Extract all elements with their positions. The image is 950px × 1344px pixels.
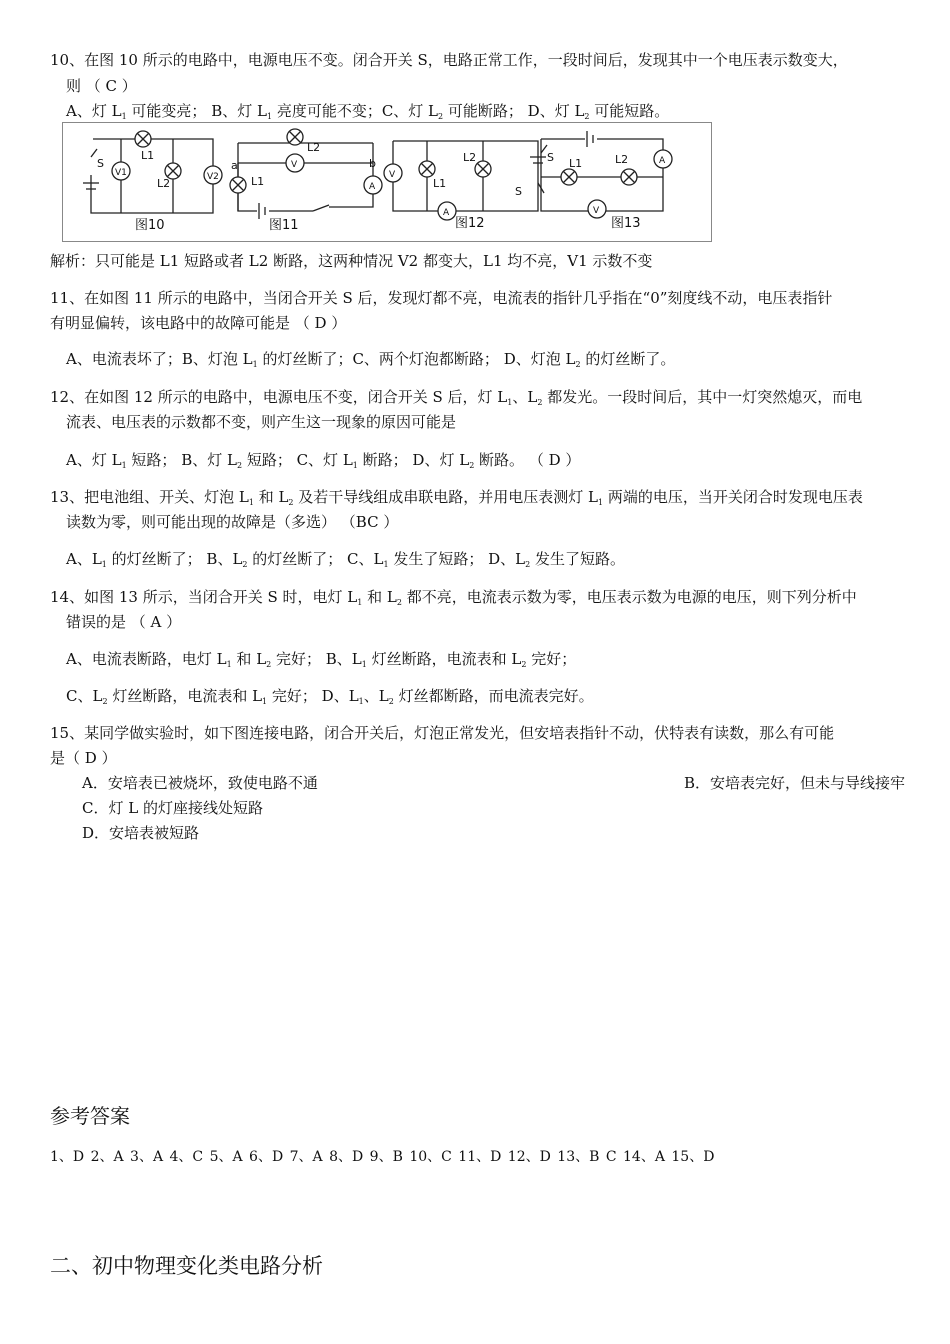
q14-line1: 14、如图 13 所示，当闭合开关 S 时，电灯 $L_1$ 和 $L_2$ 都不亮，电流表示数为零，电压表示数为电源的电压，则下列分析中 [50, 588, 857, 607]
q14-line2: 错误的是 （ A ） [66, 613, 182, 631]
fig11-label-v: V [291, 160, 298, 170]
fig13-label-a-meter: A [659, 156, 666, 166]
circuit-figures [62, 122, 712, 242]
q12-line2: 流表、电压表的示数都不变，则产生这一现象的原因可能是 [66, 413, 457, 431]
fig10-label-l1: L1 [141, 149, 155, 162]
fig10-label-l2: L2 [157, 177, 171, 190]
q10-line1: 10、在图 10 所示的电路中，电源电压不变。闭合开关 S，电路正常工作，一段时间后，发现其中一个电压表示数变大， [50, 51, 848, 69]
figure-11-circuit [230, 129, 382, 219]
q14-options-ab: A、电流表断路，电灯 $L_1$ 和 $L_2$ 完好； B、$L_1$ 灯丝断路，电流表和 $L_2$ 完好； [66, 650, 577, 669]
q11-line1: 11、在如图 11 所示的电路中，当闭合开关 S 后，发现灯都不亮，电流表的指针几乎指在“0”刻度线不动，电压表指针 [50, 289, 833, 307]
fig11-caption: 图11 [269, 218, 299, 233]
fig13-label-s: S [547, 151, 554, 164]
q14-options-cd: C、$L_2$ 灯丝断路，电流表和 $L_1$ 完好； D、$L_1$、$L_2$ 灯丝都断路，而电流表完好。 [66, 687, 594, 706]
q12-options: A、灯 $L_1$ 短路； B、灯 $L_2$ 短路； C、灯 $L_1$ 断路； D、灯 $L_2$ 断路。 （ D ） [66, 451, 581, 470]
fig12-label-l1: L1 [433, 177, 447, 190]
q12-line1: 12、在如图 12 所示的电路中，电源电压不变，闭合开关 S 后，灯 $L_1$、$L_2$ 都发光。一段时间后，其中一灯突然熄灭，而电 [50, 388, 863, 407]
section-title: 二、初中物理变化类电路分析 [50, 1254, 323, 1278]
q15-option-d: D．安培表被短路 [82, 824, 200, 842]
analysis-text: 解析：只可能是 L1 短路或者 L2 断路，这两种情况 V2 都变大，L1 均不亮，V1 示数不变 [50, 252, 653, 270]
q15-option-c: C．灯 L 的灯座接线处短路 [82, 799, 263, 817]
q11-line2: 有明显偏转，该电路中的故障可能是 （ D ） [50, 314, 347, 332]
q10-options: A、灯 $L_1$ 可能变亮； B、灯 $L_1$ 亮度可能不变；C、灯 $L_2$ 可能断路； D、灯 $L_2$ 可能短路。 [66, 102, 670, 121]
fig10-label-s: S [97, 157, 104, 170]
q13-options: A、$L_1$ 的灯丝断了； B、$L_2$ 的灯丝断了； C、$L_1$ 发生了短路； D、$L_2$ 发生了短路。 [66, 550, 625, 569]
fig13-caption: 图13 [611, 216, 641, 231]
q15-option-a: A．安培表已被烧坏，致使电路不通 [82, 774, 318, 792]
fig13-label-l2: L2 [615, 153, 629, 166]
fig12-label-v: V [389, 170, 396, 180]
answers-list: 1、D 2、A 3、A 4、C 5、A 6、D 7、A 8、D 9、B 10、C 11、D 12、D 13、B C 14、A 15、D [50, 1149, 715, 1165]
fig12-caption: 图12 [455, 216, 485, 231]
fig10-label-v1: V1 [115, 168, 127, 178]
fig11-label-l1: L1 [251, 175, 265, 188]
fig11-label-a-meter: A [369, 182, 376, 192]
q15-option-b: B．安培表完好，但未与导线接牢 [684, 774, 906, 792]
fig12-label-s: S [515, 185, 522, 198]
fig10-label-v2: V2 [207, 172, 219, 182]
q13-line1: 13、把电池组、开关、灯泡 $L_1$ 和 $L_2$ 及若干导线组成串联电路，并用电压表测灯 $L_1$ 两端的电压，当开关闭合时发现电压表 [50, 488, 863, 507]
q11-options: A、电流表坏了；B、灯泡 $L_1$ 的灯丝断了；C、两个灯泡都断路； D、灯泡 $L_2$ 的灯丝断了。 [66, 350, 676, 369]
fig11-label-b: b [369, 157, 376, 170]
q13-line2: 读数为零，则可能出现的故障是（多选） （BC ） [66, 513, 399, 531]
fig13-label-v: V [593, 206, 600, 216]
q15-line1: 15、某同学做实验时，如下图连接电路，闭合开关后，灯泡正常发光，但安培表指针不动，伏特表有读数，那么有可能 [50, 724, 835, 742]
fig11-label-a: a [231, 159, 238, 172]
fig12-label-l2: L2 [463, 151, 477, 164]
figure-13-circuit [541, 131, 672, 218]
fig11-label-l2: L2 [307, 141, 321, 154]
fig10-caption: 图10 [135, 218, 165, 233]
figure-10-circuit [83, 131, 222, 213]
fig13-label-l1: L1 [569, 157, 583, 170]
answers-title: 参考答案 [50, 1104, 130, 1128]
circuit-diagrams-svg [63, 123, 711, 241]
q10-line2: 则 （ C ） [66, 77, 137, 95]
fig12-label-a-meter: A [443, 208, 450, 218]
q15-line2: 是（ D ） [50, 749, 117, 767]
